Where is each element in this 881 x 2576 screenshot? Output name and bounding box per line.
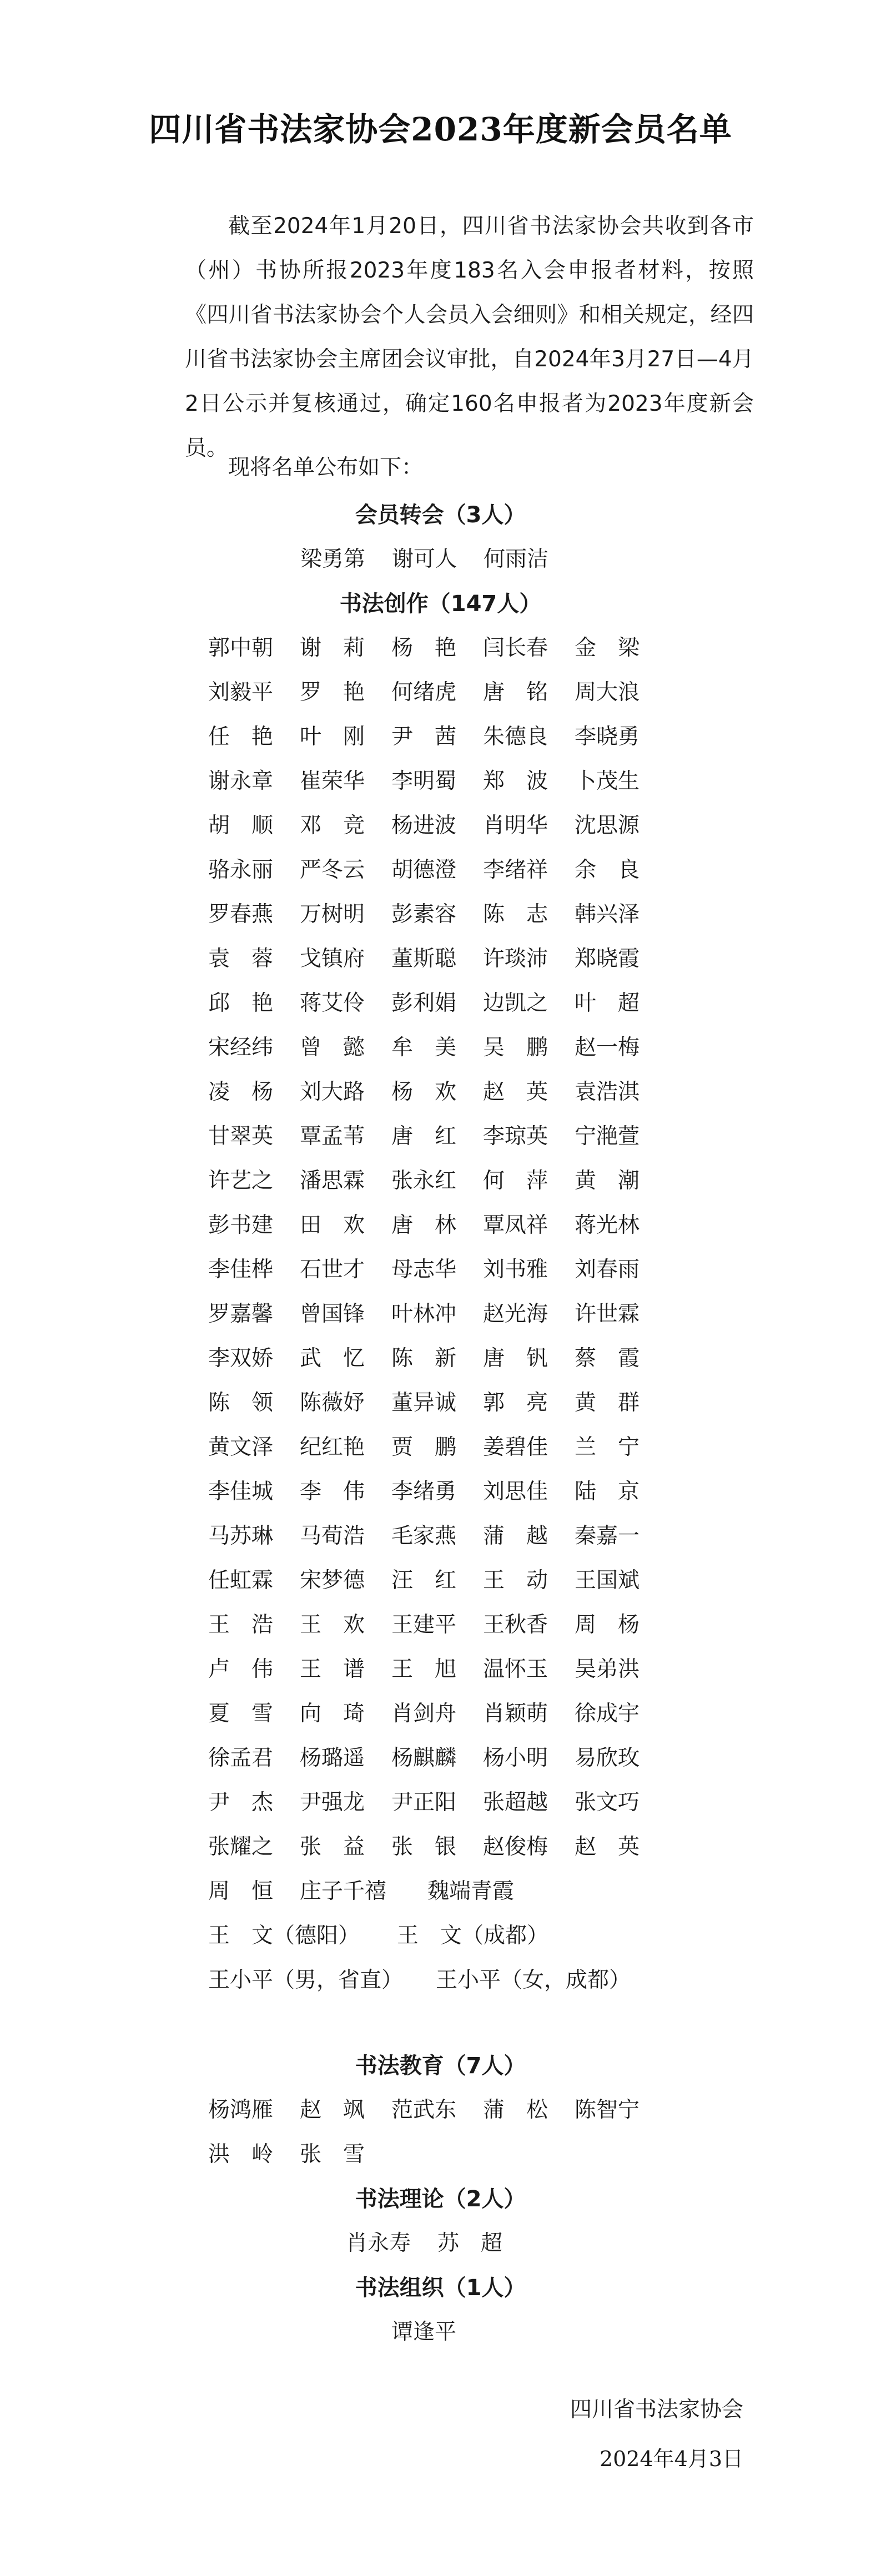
creation-name-row: [208, 671, 666, 715]
member-name: 刘书雅: [483, 1257, 548, 1282]
creation-name-row: [208, 626, 666, 671]
member-name: 蒲 松: [483, 2098, 548, 2123]
member-name: 肖剑舟: [391, 1701, 457, 1726]
member-name: 马荀浩: [300, 1524, 365, 1549]
member-name: 尹 茜: [391, 724, 457, 749]
education-name-row: [208, 2133, 391, 2177]
member-name: 黄 群: [575, 1390, 640, 1415]
transfer-section-heading: 会员转会（3人）: [355, 502, 526, 528]
member-name: 何雨洁: [484, 547, 549, 572]
member-name: 张 银: [391, 1834, 457, 1859]
member-name: 周大浪: [575, 680, 640, 705]
member-name: 董异诚: [391, 1390, 457, 1415]
member-name: 牟 美: [391, 1035, 457, 1060]
member-name: 何绪虎: [391, 680, 457, 705]
intro-paragraph: 截至2024年1月20日，四川省书法家协会共收到各市（州）书协所报2023年度183名入会申报者材料，按照《四川省书法家协会个人会员入会细则》和相关规定，经四川省书法家协会主席团会议审批，自2024年3月27日—4月2日公示并复核通过，确定160名申报者为2023年度新会员。: [185, 214, 754, 461]
member-name: 周 恒: [208, 1879, 274, 1904]
member-name: 郑晓霞: [575, 946, 640, 971]
member-name: 秦嘉一: [575, 1524, 640, 1549]
member-name: 袁浩淇: [575, 1080, 640, 1105]
theory-name-row: [346, 2221, 529, 2266]
member-name: 邓 竞: [300, 813, 365, 838]
member-name: 谢 莉: [300, 636, 365, 661]
member-name: 张文巧: [575, 1790, 640, 1815]
member-name: 王 旭: [391, 1657, 457, 1682]
member-name: 任 艳: [208, 724, 274, 749]
member-name: 易欣玫: [575, 1746, 640, 1771]
member-name: 毛家燕: [391, 1524, 457, 1549]
member-name: 宁滟萱: [575, 1124, 640, 1149]
notice-line: 现将名单公布如下：: [228, 455, 424, 480]
creation-name-row: [208, 848, 666, 893]
education-name-row: [208, 2088, 666, 2133]
member-name: 夏 雪: [208, 1701, 274, 1726]
member-name: 崔荣华: [300, 769, 365, 794]
member-name: 庄子千禧: [300, 1879, 387, 1904]
member-name: 金 梁: [575, 636, 640, 661]
member-name: 李明蜀: [391, 769, 457, 794]
member-name: 蒋光林: [575, 1213, 640, 1238]
member-name: 王小平（女，成都）: [436, 1968, 631, 1993]
member-name: 魏端青霞: [427, 1879, 515, 1904]
member-name: 尹正阳: [391, 1790, 457, 1815]
member-name: 杨麒麟: [391, 1746, 457, 1771]
creation-name-row: [208, 1470, 666, 1514]
transfer-name-row: [300, 537, 575, 582]
member-name: 胡德澄: [391, 858, 457, 883]
member-name: 谢可人: [392, 547, 457, 572]
creation-name-row: [208, 1159, 666, 1203]
member-name: 母志华: [391, 1257, 457, 1282]
member-name: 沈思源: [575, 813, 640, 838]
creation-name-row: [208, 759, 666, 804]
member-name: 戈镇府: [300, 946, 365, 971]
creation-name-row: [208, 1603, 666, 1647]
member-name: 万树明: [300, 902, 365, 927]
member-name: 张耀之: [208, 1834, 274, 1859]
member-name: 赵一梅: [575, 1035, 640, 1060]
member-name: 蒲 越: [483, 1524, 548, 1549]
creation-name-row: [208, 1869, 550, 1914]
member-name: 陈薇妤: [300, 1390, 365, 1415]
member-name: 姜碧佳: [483, 1435, 548, 1460]
member-name: 李晓勇: [575, 724, 640, 749]
creation-name-row: [208, 1647, 666, 1692]
creation-name-row: [208, 1381, 666, 1425]
member-name: 王 文（德阳）: [208, 1923, 360, 1948]
member-name: 彭素容: [391, 902, 457, 927]
member-name: 张永红: [391, 1168, 457, 1193]
member-name: 叶 刚: [300, 724, 365, 749]
member-name: 兰 宁: [575, 1435, 640, 1460]
member-name: 唐 林: [391, 1213, 457, 1238]
member-name: 徐成宇: [575, 1701, 640, 1726]
creation-name-row: [208, 1026, 666, 1070]
member-name: 王秋香: [483, 1612, 548, 1637]
member-name: 卜茂生: [575, 769, 640, 794]
creation-name-row: [208, 1070, 666, 1115]
member-name: 张 益: [300, 1834, 365, 1859]
creation-name-row: [208, 804, 666, 848]
member-name: 唐 红: [391, 1124, 457, 1149]
creation-name-row: [208, 937, 666, 981]
signature: 四川省书法家协会: [570, 2397, 743, 2422]
member-name: 王 浩: [208, 1612, 274, 1637]
member-name: 罗春燕: [208, 902, 274, 927]
member-name: 王 动: [483, 1568, 548, 1593]
member-name: 吴 鹏: [483, 1035, 548, 1060]
member-name: 王小平（男，省直）: [208, 1968, 404, 1993]
member-name: 陈 领: [208, 1390, 274, 1415]
member-name: 刘毅平: [208, 680, 274, 705]
member-name: 李绪祥: [483, 858, 548, 883]
member-name: 纪红艳: [300, 1435, 365, 1460]
member-name: 宋经纬: [208, 1035, 274, 1060]
member-name: 武 忆: [300, 1346, 365, 1371]
creation-name-row: [208, 1825, 666, 1869]
member-name: 闫长春: [483, 636, 548, 661]
member-name: 董斯聪: [391, 946, 457, 971]
creation-name-row: [208, 1781, 666, 1825]
member-name: 杨进波: [391, 813, 457, 838]
creation-name-row: [208, 1248, 666, 1292]
member-name: 胡 顺: [208, 813, 274, 838]
member-name: 赵 英: [483, 1080, 548, 1105]
creation-name-row: [208, 1914, 563, 1958]
member-name: 覃凤祥: [483, 1213, 548, 1238]
member-name: 杨鸿雁: [208, 2098, 274, 2123]
issue-date: 2024年4月3日: [599, 2447, 743, 2471]
member-name: 刘思佳: [483, 1479, 548, 1504]
member-name: 唐 钒: [483, 1346, 548, 1371]
member-name: 王 文（成都）: [397, 1923, 549, 1948]
member-name: 杨小明: [483, 1746, 548, 1771]
creation-name-row: [208, 1425, 666, 1470]
member-name: 田 欢: [300, 1213, 365, 1238]
member-name: 余 良: [575, 858, 640, 883]
creation-name-row: [208, 1203, 666, 1248]
member-name: 徐孟君: [208, 1746, 274, 1771]
member-name: 覃孟苇: [300, 1124, 365, 1149]
creation-section-heading: 书法创作（147人）: [339, 591, 542, 617]
creation-name-row: [208, 981, 666, 1026]
member-name: 赵光海: [483, 1302, 548, 1327]
member-name: 贾 鹏: [391, 1435, 457, 1460]
creation-name-row: [208, 1958, 636, 2003]
member-name: 叶林冲: [391, 1302, 457, 1327]
creation-name-row: [208, 1514, 666, 1559]
member-name: 卢 伟: [208, 1657, 274, 1682]
member-name: 陈 志: [483, 902, 548, 927]
member-name: 李佳城: [208, 1479, 274, 1504]
member-name: 黄 潮: [575, 1168, 640, 1193]
member-name: 张 雪: [300, 2142, 365, 2167]
member-name: 任虹霖: [208, 1568, 274, 1593]
creation-name-row: [208, 893, 666, 937]
member-name: 洪 岭: [208, 2142, 274, 2167]
member-name: 蒋艾伶: [300, 991, 365, 1016]
creation-name-row: [208, 1736, 666, 1781]
member-name: 郭中朝: [208, 636, 274, 661]
member-name: 陈智宁: [575, 2098, 640, 2123]
member-name: 吴弟洪: [575, 1657, 640, 1682]
member-name: 杨 艳: [391, 636, 457, 661]
document-title: 四川省书法家协会2023年度新会员名单: [149, 110, 732, 148]
theory-section-heading: 书法理论（2人）: [355, 2186, 526, 2212]
member-name: 杨璐遥: [300, 1746, 365, 1771]
member-name: 陈 新: [391, 1346, 457, 1371]
member-name: 彭利娟: [391, 991, 457, 1016]
member-name: 严冬云: [300, 858, 365, 883]
member-name: 唐 铭: [483, 680, 548, 705]
member-name: 赵 英: [575, 1834, 640, 1859]
member-name: 杨 欢: [391, 1080, 457, 1105]
member-name: 朱德良: [483, 724, 548, 749]
creation-name-row: [208, 1559, 666, 1603]
member-name: 许世霖: [575, 1302, 640, 1327]
member-name: 罗嘉馨: [208, 1302, 274, 1327]
member-name: 汪 红: [391, 1568, 457, 1593]
member-name: 李佳桦: [208, 1257, 274, 1282]
member-name: 韩兴泽: [575, 902, 640, 927]
education-section-heading: 书法教育（7人）: [355, 2053, 526, 2079]
member-name: 蔡 霞: [575, 1346, 640, 1371]
member-name: 彭书建: [208, 1213, 274, 1238]
member-name: 肖颖萌: [483, 1701, 548, 1726]
member-name: 刘大路: [300, 1080, 365, 1105]
member-name: 李 伟: [300, 1479, 365, 1504]
member-name: 宋梦德: [300, 1568, 365, 1593]
member-name: 石世才: [300, 1257, 365, 1282]
creation-name-row: [208, 1692, 666, 1736]
member-name: 曾 懿: [300, 1035, 365, 1060]
member-name: 许琰沛: [483, 946, 548, 971]
member-name: 范武东: [391, 2098, 457, 2123]
member-name: 尹强龙: [300, 1790, 365, 1815]
member-name: 何 萍: [483, 1168, 548, 1193]
member-name: 肖明华: [483, 813, 548, 838]
member-name: 王建平: [391, 1612, 457, 1637]
member-name: 李绪勇: [391, 1479, 457, 1504]
member-name: 张超越: [483, 1790, 548, 1815]
member-name: 周 杨: [575, 1612, 640, 1637]
member-name: 谢永章: [208, 769, 274, 794]
member-name: 曾国锋: [300, 1302, 365, 1327]
member-name: 凌 杨: [208, 1080, 274, 1105]
organization-name-row: [391, 2310, 483, 2355]
member-name: 许艺之: [208, 1168, 274, 1193]
member-name: 甘翠英: [208, 1124, 274, 1149]
member-name: 袁 蓉: [208, 946, 274, 971]
creation-name-row: [208, 1292, 666, 1337]
member-name: 骆永丽: [208, 858, 274, 883]
member-name: 李双娇: [208, 1346, 274, 1371]
creation-name-row: [208, 1337, 666, 1381]
member-name: 潘思霖: [300, 1168, 365, 1193]
member-name: 邱 艳: [208, 991, 274, 1016]
member-name: 赵俊梅: [483, 1834, 548, 1859]
member-name: 苏 超: [437, 2231, 503, 2256]
member-name: 郑 波: [483, 769, 548, 794]
member-name: 谭逢平: [391, 2320, 457, 2345]
member-name: 肖永寿: [346, 2231, 411, 2256]
member-name: 温怀玉: [483, 1657, 548, 1682]
member-name: 李琼英: [483, 1124, 548, 1149]
creation-name-row: [208, 715, 666, 759]
member-name: 王 欢: [300, 1612, 365, 1637]
organization-section-heading: 书法组织（1人）: [355, 2275, 526, 2301]
member-name: 尹 杰: [208, 1790, 274, 1815]
member-name: 王国斌: [575, 1568, 640, 1593]
member-name: 叶 超: [575, 991, 640, 1016]
member-name: 王 谱: [300, 1657, 365, 1682]
creation-name-row: [208, 1115, 666, 1159]
member-name: 梁勇第: [300, 547, 366, 572]
member-name: 郭 亮: [483, 1390, 548, 1415]
member-name: 罗 艳: [300, 680, 365, 705]
member-name: 黄文泽: [208, 1435, 274, 1460]
member-name: 赵 飒: [300, 2098, 365, 2123]
member-name: 陆 京: [575, 1479, 640, 1504]
member-name: 马苏琳: [208, 1524, 274, 1549]
member-name: 刘春雨: [575, 1257, 640, 1282]
member-name: 边凯之: [483, 991, 548, 1016]
member-name: 向 琦: [300, 1701, 365, 1726]
